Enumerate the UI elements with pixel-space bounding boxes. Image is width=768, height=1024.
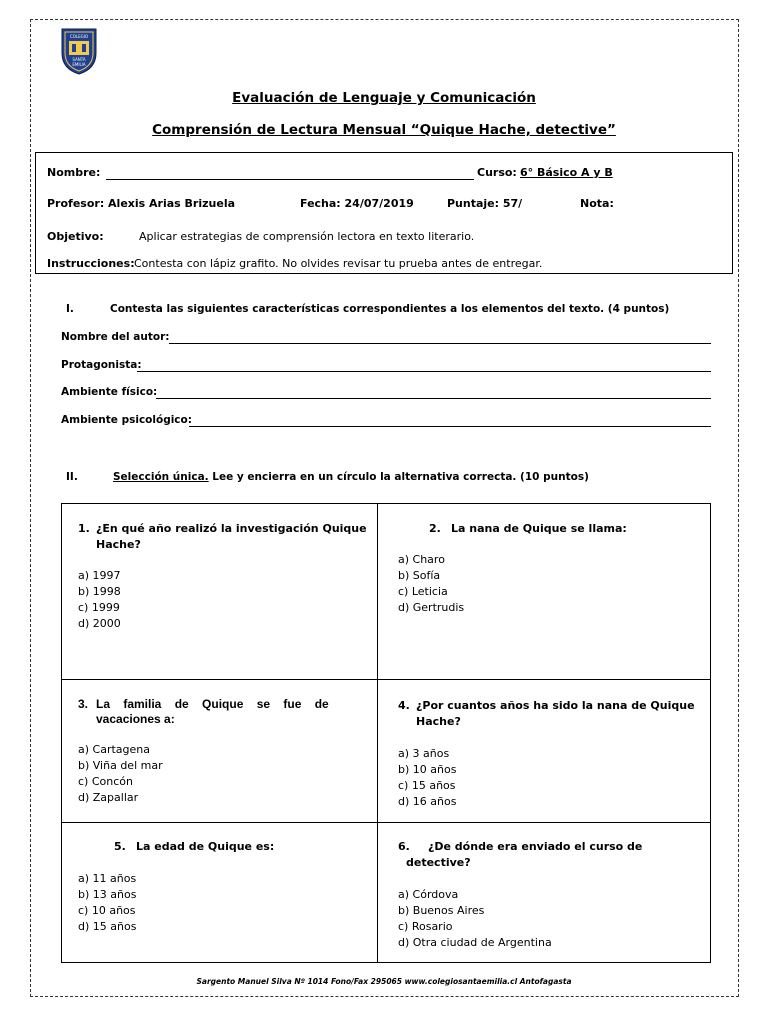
q6-option-c[interactable]: c) Rosario [398,920,453,933]
logo-text-top: COLEGIO [69,34,89,39]
q6-option-d[interactable]: d) Otra ciudad de Argentina [398,936,552,949]
autor-field[interactable] [169,343,711,344]
curso-value: 6° Básico A y B [520,166,613,179]
instrucciones-text: Contesta con lápiz grafito. No olvides revisar tu prueba antes de entregar. [134,257,543,270]
nombre-field[interactable] [106,179,474,180]
footer-address: Sargento Manuel Silva Nº 1014 Fono/Fax 295065 www.colegiosantaemilia.cl Antofagasta [196,977,572,986]
q3-option-a[interactable]: a) Cartagena [78,743,150,756]
ambiente-fisico-label: Ambiente físico: [61,386,158,398]
logo-text-bottom: EMILIA [72,62,86,67]
protagonista-label: Protagonista: [61,359,142,371]
q1-text-line1: ¿En qué año realizó la investigación Quique [96,522,367,535]
questions-grid [61,503,711,963]
school-logo [60,27,98,75]
puntaje-text: Puntaje: 57/ [447,197,523,210]
q1-option-b[interactable]: b) 1998 [78,585,121,598]
section2-label: Selección única. [113,471,209,483]
q5-option-b[interactable]: b) 13 años [78,888,137,901]
q3-option-b[interactable]: b) Viña del mar [78,759,163,772]
nota-text: Nota: [580,197,614,210]
q6-text-line1: ¿De dónde era enviado el curso de [428,840,643,853]
section1-numeral: I. [66,303,74,315]
q1-option-c[interactable]: c) 1999 [78,601,120,614]
q5-option-a[interactable]: a) 11 años [78,872,137,885]
q1-text-line2: Hache? [96,538,141,551]
q4-text-line1: ¿Por cuantos años ha sido la nana de Quique [416,699,695,712]
page-subtitle: Comprensión de Lectura Mensual “Quique Hache, detective” [152,122,616,138]
q6-option-b[interactable]: b) Buenos Aires [398,904,485,917]
q2-option-c[interactable]: c) Leticia [398,585,448,598]
q6-number: 6. [398,840,410,853]
q5-option-d[interactable]: d) 15 años [78,920,137,933]
q2-text-line1: La nana de Quique se llama: [451,522,627,535]
q5-number: 5. [114,840,126,853]
q3-text-line2: vacaciones a: [96,712,175,726]
q5-text-line1: La edad de Quique es: [136,840,275,853]
q2-option-d[interactable]: d) Gertrudis [398,601,465,614]
q1-number: 1. [78,522,90,535]
q3-number: 3. [78,697,89,711]
ambiente-psicologico-field[interactable] [189,426,711,427]
nombre-label: Nombre: [47,166,101,179]
q4-option-c[interactable]: c) 15 años [398,779,456,792]
q4-text-line2: Hache? [416,715,461,728]
instrucciones-label: Instrucciones: [47,257,135,270]
page-title: Evaluación de Lenguaje y Comunicación [232,90,536,106]
q4-option-a[interactable]: a) 3 años [398,747,450,760]
q1-option-a[interactable]: a) 1997 [78,569,121,582]
q6-option-a[interactable]: a) Córdova [398,888,459,901]
q3-option-d[interactable]: d) Zapallar [78,791,139,804]
objetivo-label: Objetivo: [47,230,104,243]
q3-option-c[interactable]: c) Concón [78,775,133,788]
q2-option-b[interactable]: b) Sofía [398,569,441,582]
logo-text-middle: SANTA [72,57,86,62]
section2-rest: Lee y encierra en un círculo la alternativa correcta. (10 puntos) [208,471,589,483]
fecha-text: Fecha: 24/07/2019 [300,197,414,210]
q3-text-line1: La familia de Quique se fue de [96,697,329,711]
student-info-box [35,152,733,274]
q4-number: 4. [398,699,410,712]
section1-title: Contesta las siguientes características correspondientes a los elementos del texto. (4 puntos) [110,303,670,315]
q1-option-d[interactable]: d) 2000 [78,617,121,630]
q2-number: 2. [429,522,441,535]
autor-label: Nombre del autor: [61,331,170,343]
objetivo-text: Aplicar estrategias de comprensión lectora en texto literario. [139,230,475,243]
curso-label: Curso: [477,166,517,179]
q4-option-b[interactable]: b) 10 años [398,763,457,776]
section2-numeral: II. [66,471,78,483]
section2-title [113,471,589,483]
q2-option-a[interactable]: a) Charo [398,553,445,566]
ambiente-psicologico-label: Ambiente psicológico: [61,414,192,426]
q4-option-d[interactable]: d) 16 años [398,795,457,808]
q6-text-line2: detective? [406,856,471,869]
q5-option-c[interactable]: c) 10 años [78,904,136,917]
profesor-text: Profesor: Alexis Arias Brizuela [47,197,236,210]
protagonista-field[interactable] [137,371,711,372]
ambiente-fisico-field[interactable] [156,398,711,399]
